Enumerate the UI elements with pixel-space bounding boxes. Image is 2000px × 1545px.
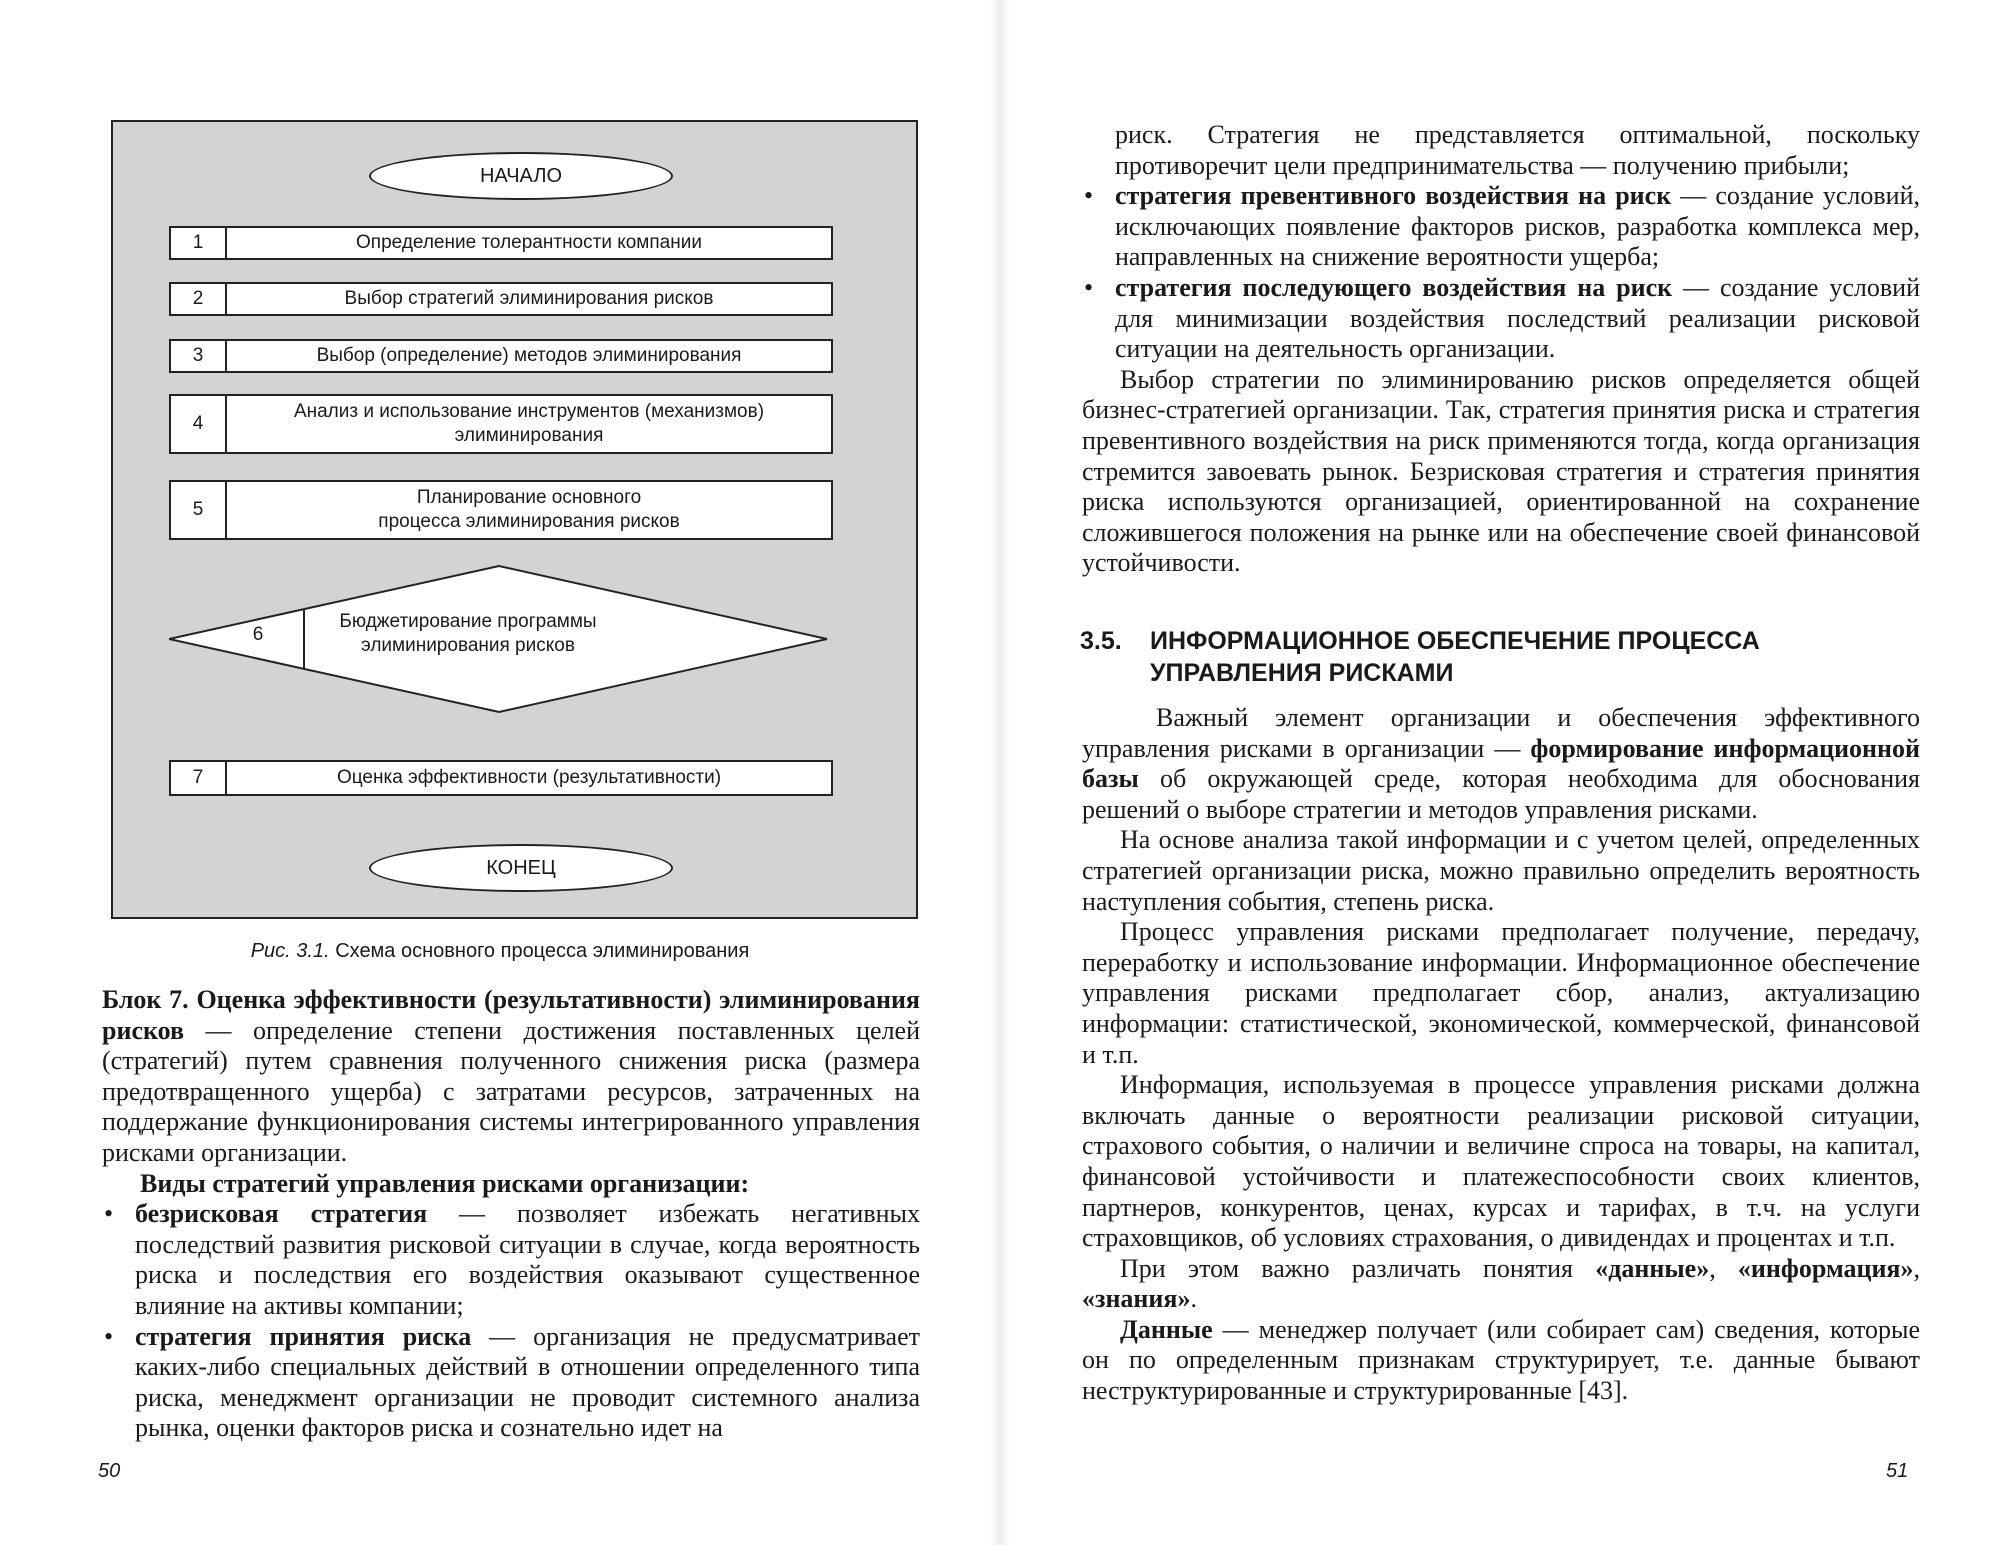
term: безрисковая стратегия bbox=[135, 1199, 428, 1229]
bold-term: «данные» bbox=[1595, 1253, 1710, 1283]
paragraph: Данные — менеджер получает (или собирает сам) сведения, которые он по определенным признакам структурирует, т.е. данные бывают неструктурированные и структурированные [43]. bbox=[1082, 1314, 1920, 1406]
end-label: КОНЕЦ bbox=[486, 856, 556, 879]
right-top-text bbox=[1082, 120, 1920, 579]
step-number: 7 bbox=[171, 762, 227, 794]
left-body-text bbox=[102, 985, 920, 1444]
bold-term: «информация» bbox=[1737, 1253, 1914, 1283]
list-item: • стратегия превентивного воздействия на риск — создание условий, исключающих появление факторов рисков, разработка комплекса мер, направленных на снижение вероятности ущерба; bbox=[1084, 181, 1920, 272]
term: стратегия превентивного воздействия на риск bbox=[1115, 181, 1672, 211]
bold-term: формирование информационной базы bbox=[1082, 733, 1920, 794]
term-definition: — организация не предусматривает каких-либо специальных действий в отношении определенного типа риска, менеджмент организации не проводит системного анализа рынка, оценки факторов риска и сознательно идет на bbox=[135, 1321, 920, 1443]
caption-label: Рис. 3.1. bbox=[250, 940, 330, 962]
step-text: Бюджетирование программы элиминирования рисков bbox=[339, 611, 597, 656]
step-number: 6 bbox=[252, 624, 264, 645]
paragraph: При этом важно различать понятия «данные», «информация», «знания». bbox=[1082, 1253, 1920, 1314]
strategy-types-heading: Виды стратегий управления рисками организации: bbox=[140, 1168, 750, 1198]
flow-step-3 bbox=[169, 339, 833, 373]
figure-caption bbox=[110, 940, 890, 963]
caption-text: Схема основного процесса элиминирования bbox=[335, 940, 750, 962]
step-text: Оценка эффективности (результативности) bbox=[336, 767, 722, 788]
paragraph: На основе анализа такой информации и с учетом целей, определенных стратегией организации риска, можно правильно определить вероятность наступления события, степень риска. bbox=[1082, 825, 1920, 916]
page-number: 51 bbox=[1886, 1460, 1909, 1482]
flowchart-figure bbox=[111, 120, 918, 919]
step-text: Выбор (определение) методов элиминирования bbox=[316, 345, 742, 366]
step-text: Определение толерантности компании bbox=[356, 232, 702, 253]
start-oval bbox=[369, 152, 673, 200]
step-text: Планирование основного процесса элиминирования рисков bbox=[378, 487, 680, 532]
flow-step-4 bbox=[169, 394, 833, 454]
term-definition: — создание условий для минимизации воздействия последствий реализации рисковой ситуации на деятельность организации. bbox=[1115, 272, 1920, 364]
paragraph: Информация, используемая в процессе управления рисками должна включать данные о вероятности реализации рисковой ситуации, страхового события, о наличии и величине спроса на товары, на капитал, финансовой устойчивости и платежеспособности своих клиентов, партнеров, конкурентов, ценах, курсах и тарифах, в т.ч. на услуги страховщиков, об условиях страхования, о дивидендах и процентах и т.п. bbox=[1082, 1070, 1920, 1253]
section-heading bbox=[1080, 625, 1920, 689]
flow-step-1 bbox=[169, 226, 833, 260]
paragraph: Выбор стратегии по элиминированию рисков определяется общей бизнес-стратегией организации. Так, стратегия принятия риска и стратегия превентивного воздействия на риск применяются тогда, когда организация стремится завоевать рынок. Безрисковая стратегия и стратегия принятия риска используются организацией, ориентированной на сохранение сложившегося положения на рынке или на обеспечение своей финансовой устойчивости. bbox=[1082, 364, 1920, 578]
term: стратегия последующего воздействия на риск bbox=[1115, 272, 1673, 302]
flow-step-7 bbox=[169, 760, 833, 796]
list-item: • стратегия последующего воздействия на риск — создание условий для минимизации воздействия последствий реализации рисковой ситуации на деятельность организации. bbox=[1084, 272, 1920, 364]
step-number: 5 bbox=[171, 482, 227, 538]
bold-term: «знания» bbox=[1082, 1284, 1191, 1314]
section-number: 3.5. bbox=[1080, 627, 1122, 655]
list-item: • стратегия принятия риска — организация не предусматривает каких-либо специальных действий в отношении определенного типа риска, менеджмент организации не проводит системного анализа рынка, оценки факторов риска и сознательно идет на bbox=[104, 1321, 920, 1443]
step-number: 2 bbox=[171, 284, 227, 314]
block7-title: Блок 7. Оценка эффективности (результативности) элиминирования рисков bbox=[102, 985, 920, 1045]
step-number: 4 bbox=[171, 396, 227, 452]
term: стратегия принятия риска bbox=[135, 1321, 472, 1351]
term-definition: — позволяет избежать негативных последствий развития рисковой ситуации в случае, когда вероятность риска и последствия его воздействия оказывают существенное влияние на активы компании; bbox=[135, 1199, 920, 1320]
term-definition: — создание условий, исключающих появление факторов рисков, разработка комплекса мер, направленных на снижение вероятности ущерба; bbox=[1115, 181, 1920, 272]
paragraph: Процесс управления рисками предполагает получение, передачу, переработку и использование информации. Информационное обеспечение управления рисками предполагает сбор, анализ, актуализацию информации: статистической, экономической, коммерческой, финансовой и т.п. bbox=[1082, 917, 1920, 1069]
step-text: Анализ и использование инструментов (механизмов) элиминирования bbox=[293, 401, 765, 446]
list-item: • безрисковая стратегия — позволяет избежать негативных последствий развития рисковой ситуации в случае, когда вероятность риска и последствия его воздействия оказывают существенное влияние на активы компании; bbox=[104, 1199, 920, 1320]
page-number: 50 bbox=[98, 1460, 121, 1482]
end-oval bbox=[369, 844, 673, 892]
flow-step-5 bbox=[169, 480, 833, 540]
right-body-text bbox=[1082, 703, 1920, 1407]
paragraph: Важный элемент организации и обеспечения эффективного управления рисками в организации — формирование информационной базы об окружающей среде, которая необходима для обоснования решений о выборе стратегии и методов управления рисками. bbox=[1082, 703, 1920, 824]
step-number: 3 bbox=[171, 341, 227, 371]
step-number: 1 bbox=[171, 228, 227, 258]
step-text: Выбор стратегий элиминирования рисков bbox=[344, 288, 714, 309]
start-label: НАЧАЛО bbox=[479, 164, 562, 187]
right-page bbox=[1000, 0, 2000, 1545]
continued-text: риск. Стратегия не представляется оптимальной, поскольку противоречит цели предпринимательства — получению прибыли; bbox=[1115, 120, 1920, 180]
section-title: ИНФОРМАЦИОННОЕ ОБЕСПЕЧЕНИЕ ПРОЦЕССА УПРАВЛЕНИЯ РИСКАМИ bbox=[1150, 627, 1760, 687]
block7-text: — определение степени достижения поставленных целей (стратегий) путем сравнения полученного снижения риска (размера предотвращенного ущерба) с затратами ресурсов, затраченных на поддержание функционирования системы интегрированного управления рисками организации. bbox=[102, 1015, 920, 1167]
flow-step-2 bbox=[169, 282, 833, 316]
bold-term: Данные bbox=[1120, 1314, 1213, 1344]
